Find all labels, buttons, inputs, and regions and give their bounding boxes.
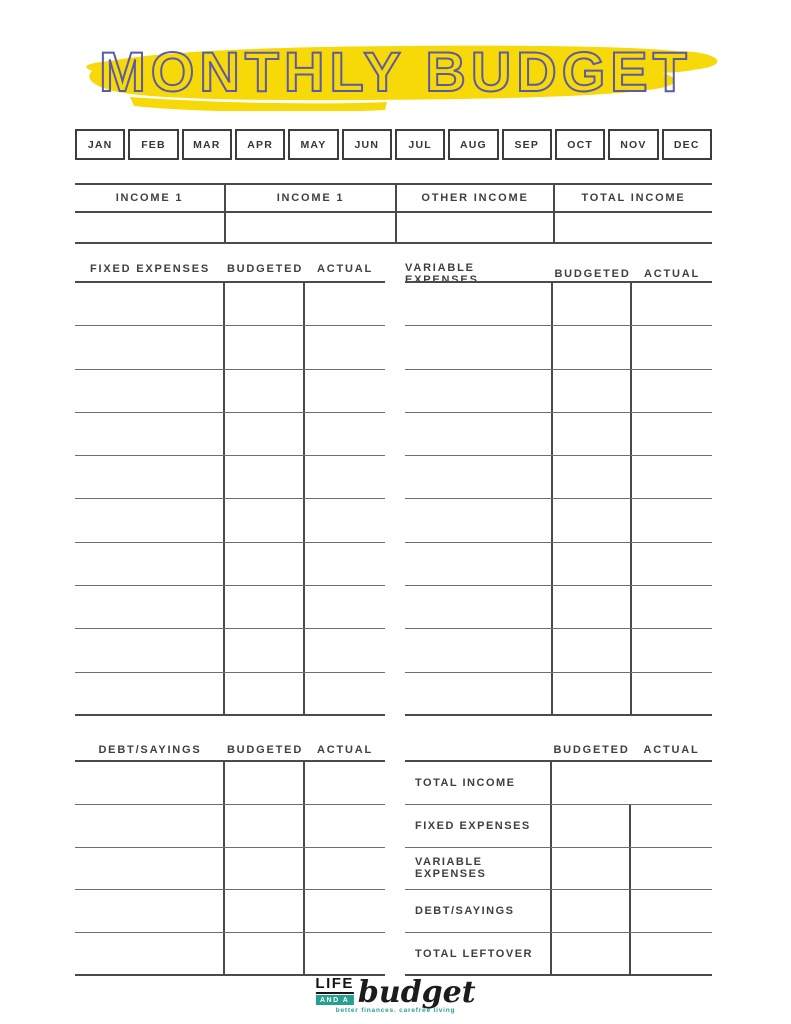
actual-cell <box>305 413 385 455</box>
month-cell-feb: FEB <box>128 129 178 160</box>
expense-name-cell <box>405 543 553 585</box>
fixed-expense-row <box>75 629 385 672</box>
actual-cell <box>305 848 385 890</box>
month-cell-mar: MAR <box>182 129 232 160</box>
expense-name-cell <box>75 805 225 847</box>
summary-row-variable-expenses <box>405 848 712 891</box>
month-row <box>75 129 712 160</box>
month-cell-jan: JAN <box>75 129 125 160</box>
budgeted-cell <box>553 456 632 498</box>
expense-name-cell <box>75 543 225 585</box>
actual-cell <box>632 629 712 671</box>
budgeted-cell <box>225 413 305 455</box>
actual-cell <box>305 283 385 325</box>
variable-actual-label: ACTUAL <box>643 268 700 280</box>
fixed-expense-row <box>75 326 385 369</box>
expense-name-cell <box>405 586 553 628</box>
budgeted-cell <box>225 326 305 368</box>
actual-cell <box>632 586 712 628</box>
month-cell-apr: APR <box>235 129 285 160</box>
variable-expenses-title: VARIABLE EXPENSES <box>405 262 479 286</box>
debt-savings-row <box>75 762 385 805</box>
debt-savings-header <box>75 743 385 757</box>
fixed-expense-row <box>75 413 385 456</box>
logo-word-budget: budget <box>357 974 476 1010</box>
actual-cell <box>305 890 385 932</box>
actual-cell <box>632 326 712 368</box>
income-header-1: INCOME 1 <box>75 185 226 213</box>
summary-row-label: DEBT/SAYINGS <box>405 890 552 932</box>
variable-expense-row <box>405 413 712 456</box>
actual-cell <box>305 933 385 974</box>
expense-name-cell <box>75 499 225 541</box>
actual-cell <box>305 499 385 541</box>
income-value-cell <box>555 213 712 242</box>
income-header-2: INCOME 1 <box>226 185 397 213</box>
debt-savings-row <box>75 805 385 848</box>
fixed-expenses-table <box>75 281 385 716</box>
expense-name-cell <box>75 586 225 628</box>
actual-cell <box>631 933 712 974</box>
actual-cell <box>632 499 712 541</box>
fixed-expense-row <box>75 283 385 326</box>
variable-expense-row <box>405 586 712 629</box>
expense-name-cell <box>405 413 553 455</box>
budgeted-cell <box>225 762 305 804</box>
actual-cell <box>305 586 385 628</box>
expense-name-cell <box>405 326 553 368</box>
actual-cell <box>305 326 385 368</box>
expense-name-cell <box>405 499 553 541</box>
expense-name-cell <box>75 762 225 804</box>
month-cell-dec: DEC <box>662 129 712 160</box>
actual-cell <box>305 805 385 847</box>
debt-budgeted-label: BUDGETED <box>226 744 304 756</box>
debt-savings-table <box>75 760 385 976</box>
fixed-expense-row <box>75 456 385 499</box>
budgeted-cell <box>225 543 305 585</box>
actual-cell <box>305 370 385 412</box>
actual-cell <box>632 283 712 325</box>
summary-row-label: VARIABLE EXPENSES <box>405 848 552 890</box>
expense-name-cell <box>75 326 225 368</box>
budgeted-cell <box>225 456 305 498</box>
debt-savings-title: DEBT/SAYINGS <box>98 744 202 756</box>
actual-cell <box>305 456 385 498</box>
expense-name-cell <box>75 933 225 974</box>
fixed-actual-label: ACTUAL <box>316 263 373 275</box>
summary-budgeted-label: BUDGETED <box>553 744 630 756</box>
expense-name-cell <box>75 370 225 412</box>
debt-savings-row <box>75 890 385 933</box>
summary-header <box>405 743 712 757</box>
expense-name-cell <box>75 456 225 498</box>
budgeted-cell <box>225 370 305 412</box>
fixed-expense-row <box>75 586 385 629</box>
debt-savings-row <box>75 933 385 976</box>
actual-cell <box>632 370 712 412</box>
page-title: MONTHLY BUDGET <box>99 40 692 103</box>
actual-cell <box>305 543 385 585</box>
expense-name-cell <box>75 673 225 714</box>
month-cell-jun: JUN <box>342 129 392 160</box>
summary-row-total-leftover <box>405 933 712 976</box>
fixed-expense-row <box>75 370 385 413</box>
budgeted-cell <box>552 805 631 847</box>
budgeted-cell <box>553 673 632 714</box>
income-value-cell <box>226 213 397 242</box>
budgeted-cell <box>225 890 305 932</box>
budgeted-cell <box>553 586 632 628</box>
actual-cell <box>632 673 712 714</box>
expense-name-cell <box>75 848 225 890</box>
expense-name-cell <box>75 629 225 671</box>
variable-expense-row <box>405 543 712 586</box>
budgeted-cell <box>553 413 632 455</box>
income-header-total: TOTAL INCOME <box>555 185 712 213</box>
budgeted-cell <box>553 499 632 541</box>
variable-expense-row <box>405 456 712 499</box>
actual-cell <box>631 848 712 890</box>
budgeted-cell <box>225 805 305 847</box>
expense-name-cell <box>75 283 225 325</box>
budgeted-cell <box>553 326 632 368</box>
expense-name-cell <box>75 413 225 455</box>
budgeted-cell <box>225 499 305 541</box>
expense-name-cell <box>75 890 225 932</box>
fixed-expenses-title: FIXED EXPENSES <box>90 263 210 275</box>
budgeted-cell <box>553 370 632 412</box>
expense-name-cell <box>405 456 553 498</box>
actual-cell <box>631 890 712 932</box>
summary-actual-label: ACTUAL <box>643 744 700 756</box>
summary-table <box>405 760 712 976</box>
title-block <box>72 33 720 111</box>
expense-name-cell <box>405 629 553 671</box>
actual-cell <box>631 805 712 847</box>
fixed-expense-row <box>75 673 385 716</box>
variable-expense-row <box>405 326 712 369</box>
summary-row-total-income <box>405 762 712 805</box>
month-cell-nov: NOV <box>608 129 658 160</box>
summary-row-debt-savings <box>405 890 712 933</box>
actual-cell <box>305 629 385 671</box>
budgeted-cell <box>225 283 305 325</box>
variable-budgeted-label: BUDGETED <box>554 268 631 280</box>
fixed-expense-row <box>75 543 385 586</box>
variable-expense-row <box>405 283 712 326</box>
expense-name-cell <box>405 673 553 714</box>
fixed-expenses-header <box>75 262 385 276</box>
month-cell-oct: OCT <box>555 129 605 160</box>
logo-word-life: LIFE <box>315 975 354 992</box>
summary-merged-cell <box>552 762 712 804</box>
income-table <box>75 183 712 244</box>
month-cell-jul: JUL <box>395 129 445 160</box>
actual-cell <box>305 673 385 714</box>
variable-expenses-table <box>405 281 712 716</box>
budgeted-cell <box>553 543 632 585</box>
month-cell-aug: AUG <box>448 129 498 160</box>
summary-row-label: TOTAL LEFTOVER <box>405 933 552 974</box>
logo-word-and-a: AND A <box>315 995 354 1005</box>
debt-actual-label: ACTUAL <box>316 744 373 756</box>
budgeted-cell <box>552 848 631 890</box>
variable-expense-row <box>405 499 712 542</box>
income-value-cell <box>75 213 226 242</box>
budgeted-cell <box>225 933 305 974</box>
expense-name-cell <box>405 283 553 325</box>
income-value-cell <box>397 213 555 242</box>
logo-tagline: better finances. carefree living <box>335 1007 456 1014</box>
budgeted-cell <box>225 629 305 671</box>
income-header-other: OTHER INCOME <box>397 185 555 213</box>
variable-expense-row <box>405 629 712 672</box>
actual-cell <box>632 413 712 455</box>
actual-cell <box>632 456 712 498</box>
fixed-expense-row <box>75 499 385 542</box>
budgeted-cell <box>552 933 631 974</box>
budgeted-cell <box>225 848 305 890</box>
variable-expense-row <box>405 370 712 413</box>
variable-expenses-header <box>405 262 712 286</box>
month-cell-sep: SEP <box>502 129 552 160</box>
budgeted-cell <box>553 283 632 325</box>
actual-cell <box>632 543 712 585</box>
debt-savings-row <box>75 848 385 891</box>
expense-name-cell <box>405 370 553 412</box>
budgeted-cell <box>225 673 305 714</box>
budgeted-cell <box>553 629 632 671</box>
life-and-a-budget-logo <box>315 976 475 1014</box>
summary-row-fixed-expenses <box>405 805 712 848</box>
summary-row-label: TOTAL INCOME <box>405 762 552 804</box>
budgeted-cell <box>552 890 631 932</box>
month-cell-may: MAY <box>288 129 338 160</box>
actual-cell <box>305 762 385 804</box>
summary-row-label: FIXED EXPENSES <box>405 805 552 847</box>
variable-expense-row <box>405 673 712 716</box>
fixed-budgeted-label: BUDGETED <box>226 263 304 275</box>
budgeted-cell <box>225 586 305 628</box>
